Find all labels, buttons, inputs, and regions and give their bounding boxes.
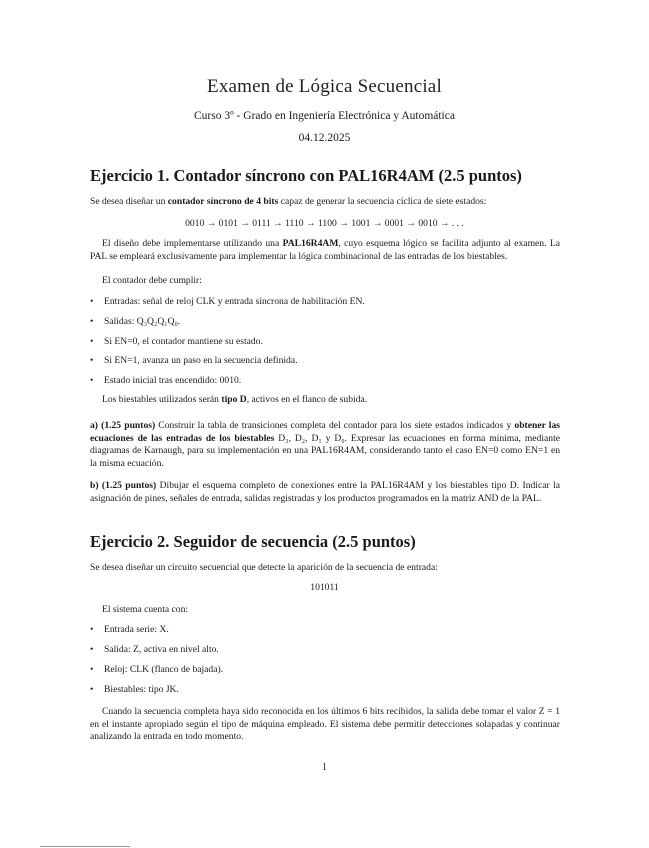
exercise-1-paragraph-1: El diseño debe implementarse utilizando una PAL16R4AM, cuyo esquema lógico se facilita adjunto al examen. La PAL se empleará exclusivamente para implementar la lógica combinacional de las entradas de los biestables. xyxy=(90,238,560,262)
exercise-1-sequence: 0010 → 0101 → 0111 → 1110 → 1100 → 1001 → 0001 → 0010 → . . . xyxy=(185,218,464,229)
exercise-2-bullet: • Entrada serie: X. xyxy=(104,624,564,637)
exercise-1-bullet: • Si EN=0, el contador mantiene su estado. xyxy=(104,336,564,349)
exercise-1-heading: Ejercicio 1. Contador síncrono con PAL16R4AM (2.5 puntos) xyxy=(90,166,522,185)
exercise-1-intro: Se desea diseñar un contador síncrono de 4 bits capaz de generar la secuencia cíclica de siete estados: xyxy=(90,196,487,207)
footer-rule xyxy=(40,846,130,847)
exercise-1-bullet: • Salidas: Q₃Q₂Q₁Q₀. xyxy=(104,316,564,329)
exercise-2-heading: Ejercicio 2. Seguidor de secuencia (2.5 puntos) xyxy=(90,532,416,551)
exercise-2-intro: Se desea diseñar un circuito secuencial que detecte la aparición de la secuencia de entrada: xyxy=(90,562,438,573)
exercise-2-bullet: • Salida: Z, activa en nivel alto. xyxy=(104,644,564,657)
exam-title: Examen de Lógica Secuencial xyxy=(207,76,442,97)
exercise-1-question-a: a) (1.25 puntos) Construir la tabla de transiciones completa del contador para los siete estados indicados y obtener las ecuaciones de las entradas de los biestables D₃, D₂, D₁ y D₀. Expresar las ecuaciones en forma mínima, mediante diagramas de Karnaugh, para su implementación en una PAL16R4AM, considerando tanto el caso EN=0 como EN=1 en la misma ecuación. xyxy=(90,420,560,469)
page-number: 1 xyxy=(322,762,327,773)
exercise-1-bullet: • Estado inicial tras encendido: 0010. xyxy=(104,375,564,388)
exercise-2-bullet: • Biestables: tipo JK. xyxy=(104,684,564,697)
exercise-1-question-b: b) (1.25 puntos) Dibujar el esquema completo de conexiones entre la PAL16R4AM y los biestables tipo D. Indicar la asignación de pines, señales de entrada, salidas registradas y los productos programados en la matriz AND de la PAL. xyxy=(90,480,560,504)
exercise-2-closing: Cuando la secuencia completa haya sido reconocida en los últimos 6 bits recibidos, la salida debe tomar el valor Z = 1 en el instante apropiado según el tipo de máquina empleado. El sistema debe permitir detecciones solapadas y continuar analizando la entrada en todo momento. xyxy=(90,706,560,742)
exercise-2-system: El sistema cuenta con: xyxy=(102,604,189,615)
exercise-1-flipflops: Los biestables utilizados serán tipo D, activos en el flanco de subida. xyxy=(102,394,368,405)
course-subtitle: Curso 3º - Grado en Ingeniería Electrónica y Automática xyxy=(194,110,455,122)
exercise-1-paragraph-2: El contador debe cumplir: xyxy=(102,275,202,286)
exercise-1-bullet: • Si EN=1, avanza un paso en la secuencia definida. xyxy=(104,355,564,368)
exercise-2-sequence: 101011 xyxy=(310,582,339,593)
exam-date: 04.12.2025 xyxy=(298,132,351,144)
exercise-1-bullet: • Entradas: señal de reloj CLK y entrada síncrona de habilitación EN. xyxy=(104,296,564,309)
exercise-2-bullet: • Reloj: CLK (flanco de bajada). xyxy=(104,664,564,677)
